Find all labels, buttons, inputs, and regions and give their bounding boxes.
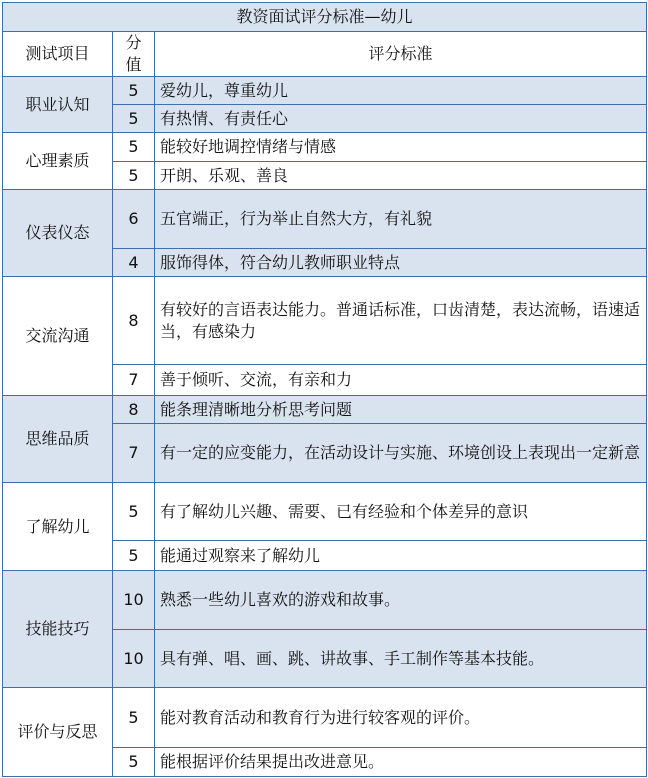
score-cell: 6 — [113, 190, 155, 249]
score-cell: 7 — [113, 424, 155, 483]
item-cell: 思维品质 — [3, 396, 113, 483]
score-cell: 5 — [113, 541, 155, 571]
score-cell: 5 — [113, 162, 155, 190]
header-criteria: 评分标准 — [155, 32, 647, 77]
item-cell: 评价与反思 — [3, 688, 113, 777]
criteria-cell: 能根据评价结果提出改进意见。 — [155, 748, 647, 777]
criteria-cell: 有了解幼儿兴趣、需要、已有经验和个体差异的意识 — [155, 483, 647, 541]
score-cell: 7 — [113, 365, 155, 396]
score-cell: 5 — [113, 77, 155, 105]
criteria-cell: 有热情、有责任心 — [155, 105, 647, 133]
item-cell: 仪表仪态 — [3, 190, 113, 277]
scoring-table — [2, 2, 647, 777]
criteria-cell: 有一定的应变能力，在活动设计与实施、环境创设上表现出一定新意 — [155, 424, 647, 483]
table-title: 教资面试评分标准—幼儿 — [3, 3, 647, 32]
score-cell: 5 — [113, 688, 155, 748]
criteria-cell: 能通过观察来了解幼儿 — [155, 541, 647, 571]
table-row — [3, 483, 647, 541]
score-cell: 5 — [113, 483, 155, 541]
criteria-cell: 服饰得体，符合幼儿教师职业特点 — [155, 249, 647, 277]
table-row — [3, 277, 647, 365]
table-row — [3, 77, 647, 105]
score-cell: 8 — [113, 396, 155, 424]
item-cell: 了解幼儿 — [3, 483, 113, 571]
criteria-cell: 能条理清晰地分析思考问题 — [155, 396, 647, 424]
criteria-cell: 有较好的言语表达能力。普通话标准，口齿清楚，表达流畅，语速适当，有感染力 — [155, 277, 647, 365]
criteria-cell: 熟悉一些幼儿喜欢的游戏和故事。 — [155, 571, 647, 630]
score-cell: 5 — [113, 133, 155, 162]
table-row — [3, 190, 647, 249]
criteria-cell: 善于倾听、交流，有亲和力 — [155, 365, 647, 396]
score-cell: 5 — [113, 748, 155, 777]
criteria-cell: 能对教育活动和教育行为进行较客观的评价。 — [155, 688, 647, 748]
score-cell: 10 — [113, 571, 155, 630]
table-row — [3, 133, 647, 162]
item-cell: 交流沟通 — [3, 277, 113, 396]
table-row — [3, 571, 647, 630]
score-cell: 5 — [113, 105, 155, 133]
header-score: 分值 — [113, 32, 155, 77]
header-item: 测试项目 — [3, 32, 113, 77]
item-cell: 技能技巧 — [3, 571, 113, 688]
criteria-cell: 开朗、乐观、善良 — [155, 162, 647, 190]
score-cell: 8 — [113, 277, 155, 365]
item-cell: 职业认知 — [3, 77, 113, 133]
score-cell: 4 — [113, 249, 155, 277]
score-cell: 10 — [113, 630, 155, 688]
criteria-cell: 具有弹、唱、画、跳、讲故事、手工制作等基本技能。 — [155, 630, 647, 688]
table-row — [3, 396, 647, 424]
criteria-cell: 能较好地调控情绪与情感 — [155, 133, 647, 162]
criteria-cell: 五官端正，行为举止自然大方，有礼貌 — [155, 190, 647, 249]
item-cell: 心理素质 — [3, 133, 113, 190]
criteria-cell: 爱幼儿，尊重幼儿 — [155, 77, 647, 105]
table-row — [3, 688, 647, 748]
